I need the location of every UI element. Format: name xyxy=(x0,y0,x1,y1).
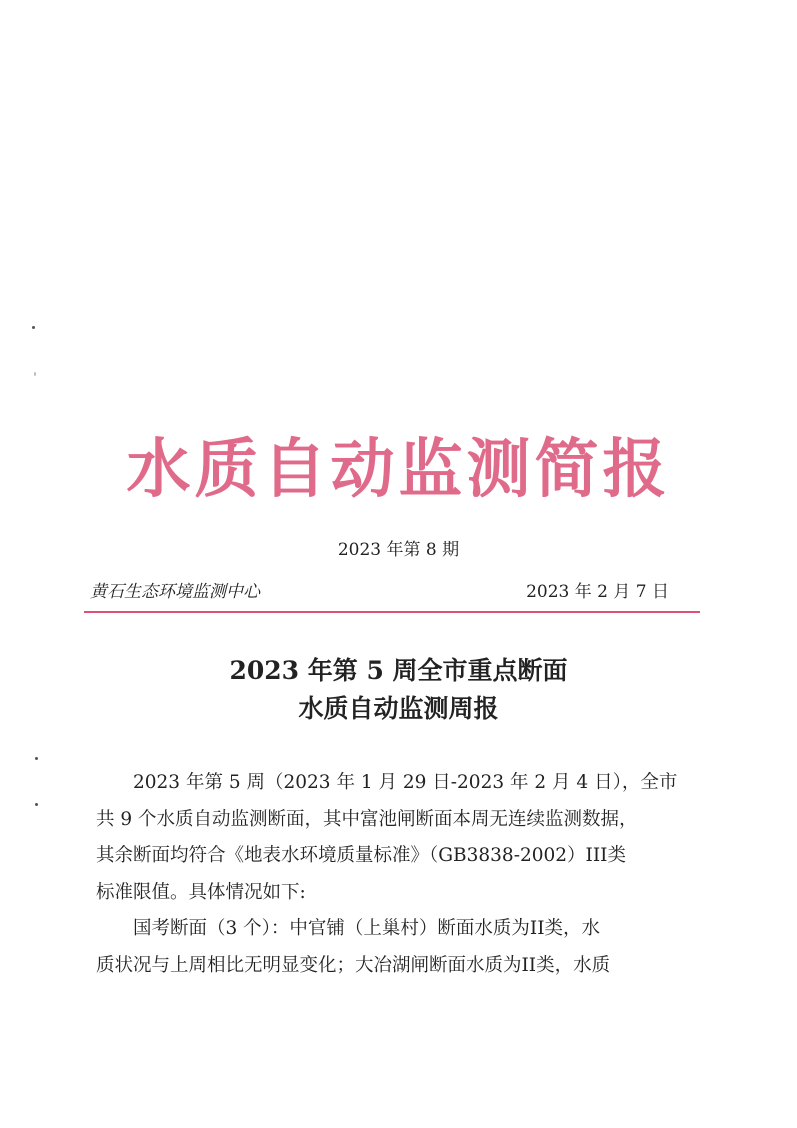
text-line: 共 9 个水质自动监测断面，其中富池闸断面本周无连续监测数据， xyxy=(96,808,638,830)
text-line: 标准限值。具体情况如下: xyxy=(96,881,306,903)
masthead-title: 水质自动监测简报 xyxy=(126,433,671,507)
text-line: 国考断面（3 个）：中官铺（上巢村）断面水质为II类，水 xyxy=(133,918,601,939)
report-title-line-1: 2023 年第 5 周全市重点断面 xyxy=(229,656,568,685)
summary-paragraph xyxy=(96,765,696,911)
header-rule xyxy=(84,611,700,613)
issue-number: 2023 年第 8 期 xyxy=(337,540,460,560)
national-sections-paragraph xyxy=(96,911,696,984)
text-line: 质状况与上周相比无明显变化；大冶湖闸断面水质为II类，水质 xyxy=(96,954,611,976)
issue-date: 2023 年 2 月 7 日 xyxy=(526,582,669,602)
report-body xyxy=(96,765,696,984)
text-line: 其余断面均符合《地表水环境质量标准》（GB3838-2002）III类 xyxy=(96,845,626,866)
scan-speck xyxy=(35,803,38,806)
issuing-organization: 黄石生态环境监测中心 xyxy=(90,582,260,602)
scan-speck xyxy=(35,757,38,760)
scan-speck xyxy=(34,372,36,376)
report-title-line-2: 水质自动监测周报 xyxy=(298,694,499,723)
text-line: 2023 年第 5 周（2023 年 1 月 29 日-2023 年 2 月 4 日），全市 xyxy=(133,772,678,793)
scan-speck xyxy=(32,326,35,329)
report-title xyxy=(0,652,797,728)
